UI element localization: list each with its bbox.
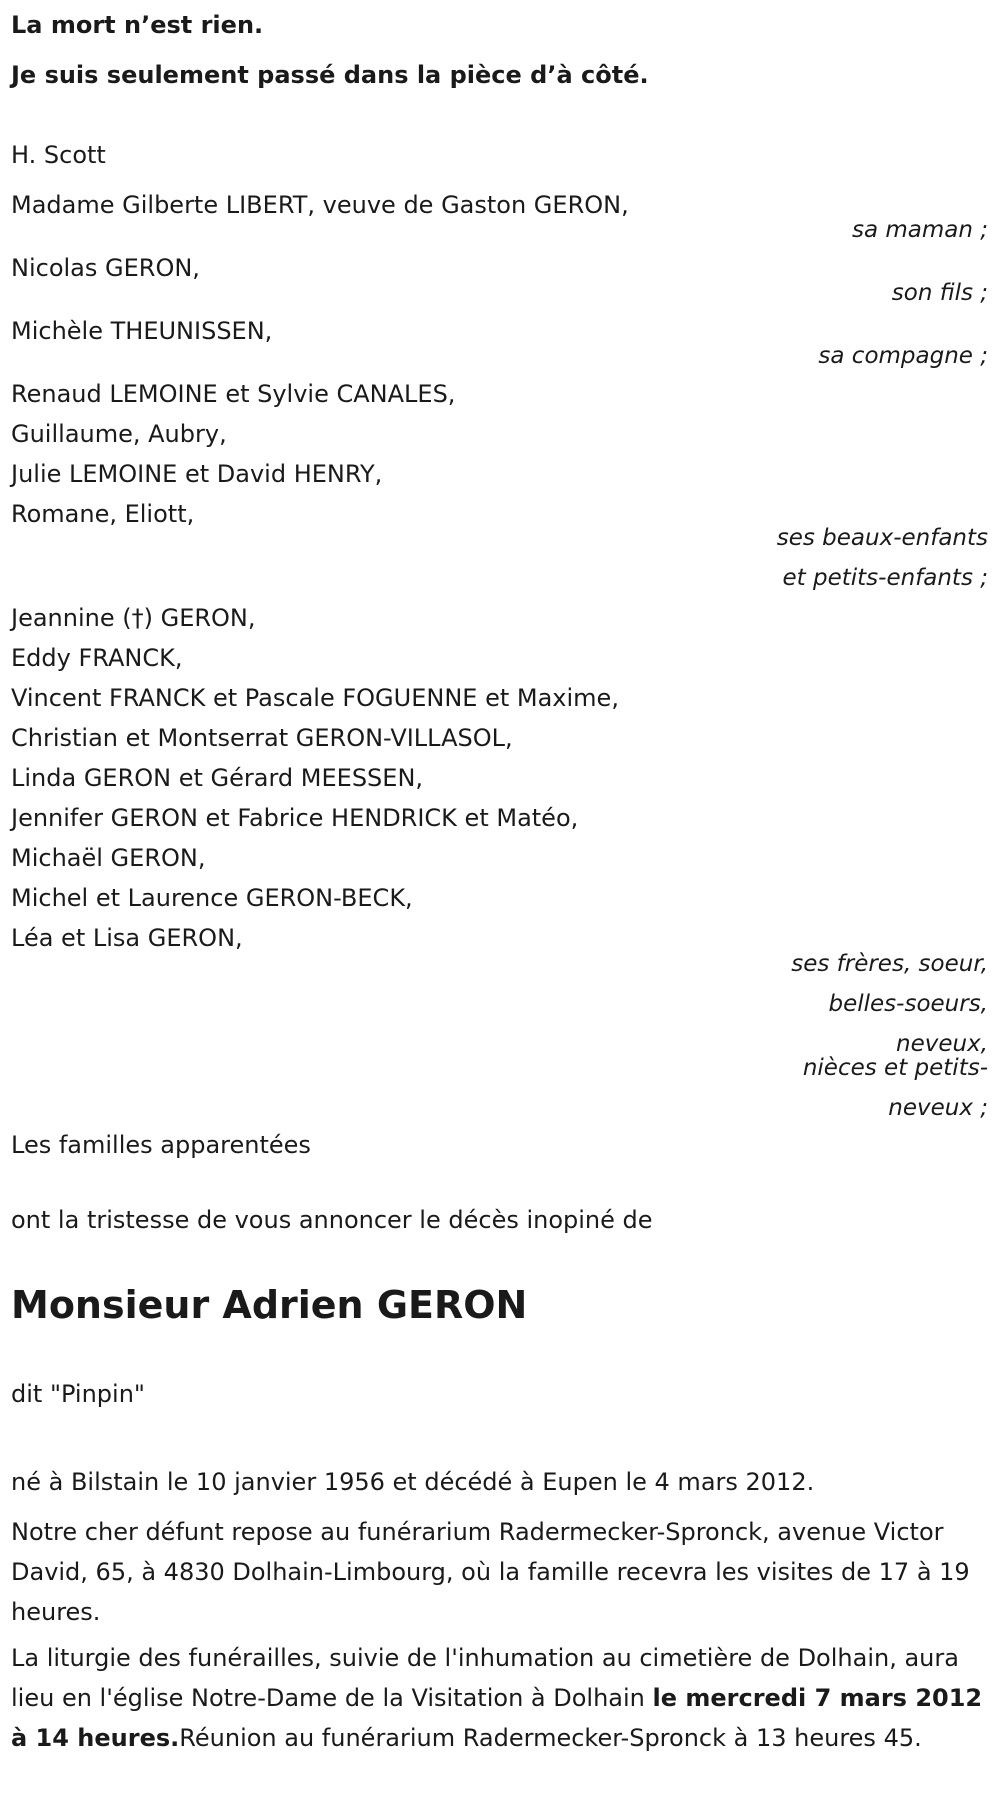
sibling-line: Léa et Lisa GERON, [11,924,243,952]
deceased-name: Monsieur Adrien GERON [11,1283,528,1327]
sibling-line: Jennifer GERON et Fabrice HENDRICK et Matéo, [11,804,579,832]
stepchildren-role-2: et petits-enfants ; [782,565,988,591]
sibling-line: Michaël GERON, [11,844,206,872]
sibling-line: Linda GERON et Gérard MEESSEN, [11,764,424,792]
partner-role: sa compagne ; [818,343,988,369]
resting-place-paragraph: Notre cher défunt repose au funérarium Radermecker-Spronck, avenue Victor David, 65, à 4830 Dolhain-Limbourg, où la famille recevra les visites de 17 à 19 heures. [11,1518,970,1626]
funeral-date: le mercredi 7 mars 2012 à 14 heures. [11,1684,983,1752]
siblings-role-5: neveux ; [888,1095,988,1121]
quote-line-2: Je suis seulement passé dans la pièce d’à côté. [11,61,649,89]
deceased-nickname: dit "Pinpin" [11,1380,145,1408]
stepchild-line: Romane, Eliott, [11,500,195,528]
stepchildren-role-1: ses beaux-enfants [776,525,988,551]
stepchild-line: Renaud LEMOINE et Sylvie CANALES, [11,380,456,408]
mother-name: Madame Gilberte LIBERT, veuve de Gaston GERON, [11,191,629,219]
siblings-role-4: nièces et petits- [802,1055,988,1081]
quote-line-1: La mort n’est rien. [11,11,264,39]
partner-name: Michèle THEUNISSEN, [11,317,273,345]
funeral-intro: La liturgie des funérailles, suivie de l'inhumation au cimetière de Dolhain, aura lieu en l'église Notre-Dame de la Visitation à Dolhain [11,1644,959,1712]
birth-death-dates: né à Bilstain le 10 janvier 1956 et décédé à Eupen le 4 mars 2012. [11,1468,815,1496]
stepchild-line: Guillaume, Aubry, [11,420,227,448]
sibling-line: Eddy FRANCK, [11,644,183,672]
funeral-after: Réunion au funérarium Radermecker-Spronck à 13 heures 45. [179,1724,922,1752]
siblings-role-1: ses frères, soeur, [791,951,988,977]
sibling-line: Jeannine (†) GERON, [11,604,256,632]
sibling-line: Michel et Laurence GERON-BECK, [11,884,413,912]
sibling-line: Vincent FRANCK et Pascale FOGUENNE et Maxime, [11,684,619,712]
quote-author: H. Scott [11,141,106,169]
son-role: son fils ; [891,280,988,306]
sibling-line: Christian et Montserrat GERON-VILLASOL, [11,724,513,752]
siblings-role-2: belles-soeurs, [828,991,988,1017]
siblings-role-3: neveux, [896,1031,988,1057]
related-families: Les familles apparentées [11,1131,311,1159]
mother-role: sa maman ; [851,217,988,243]
son-name: Nicolas GERON, [11,254,200,282]
announcement-text: ont la tristesse de vous annoncer le décès inopiné de [11,1206,653,1234]
funeral-paragraph [11,1638,989,1758]
stepchild-line: Julie LEMOINE et David HENRY, [11,460,383,488]
